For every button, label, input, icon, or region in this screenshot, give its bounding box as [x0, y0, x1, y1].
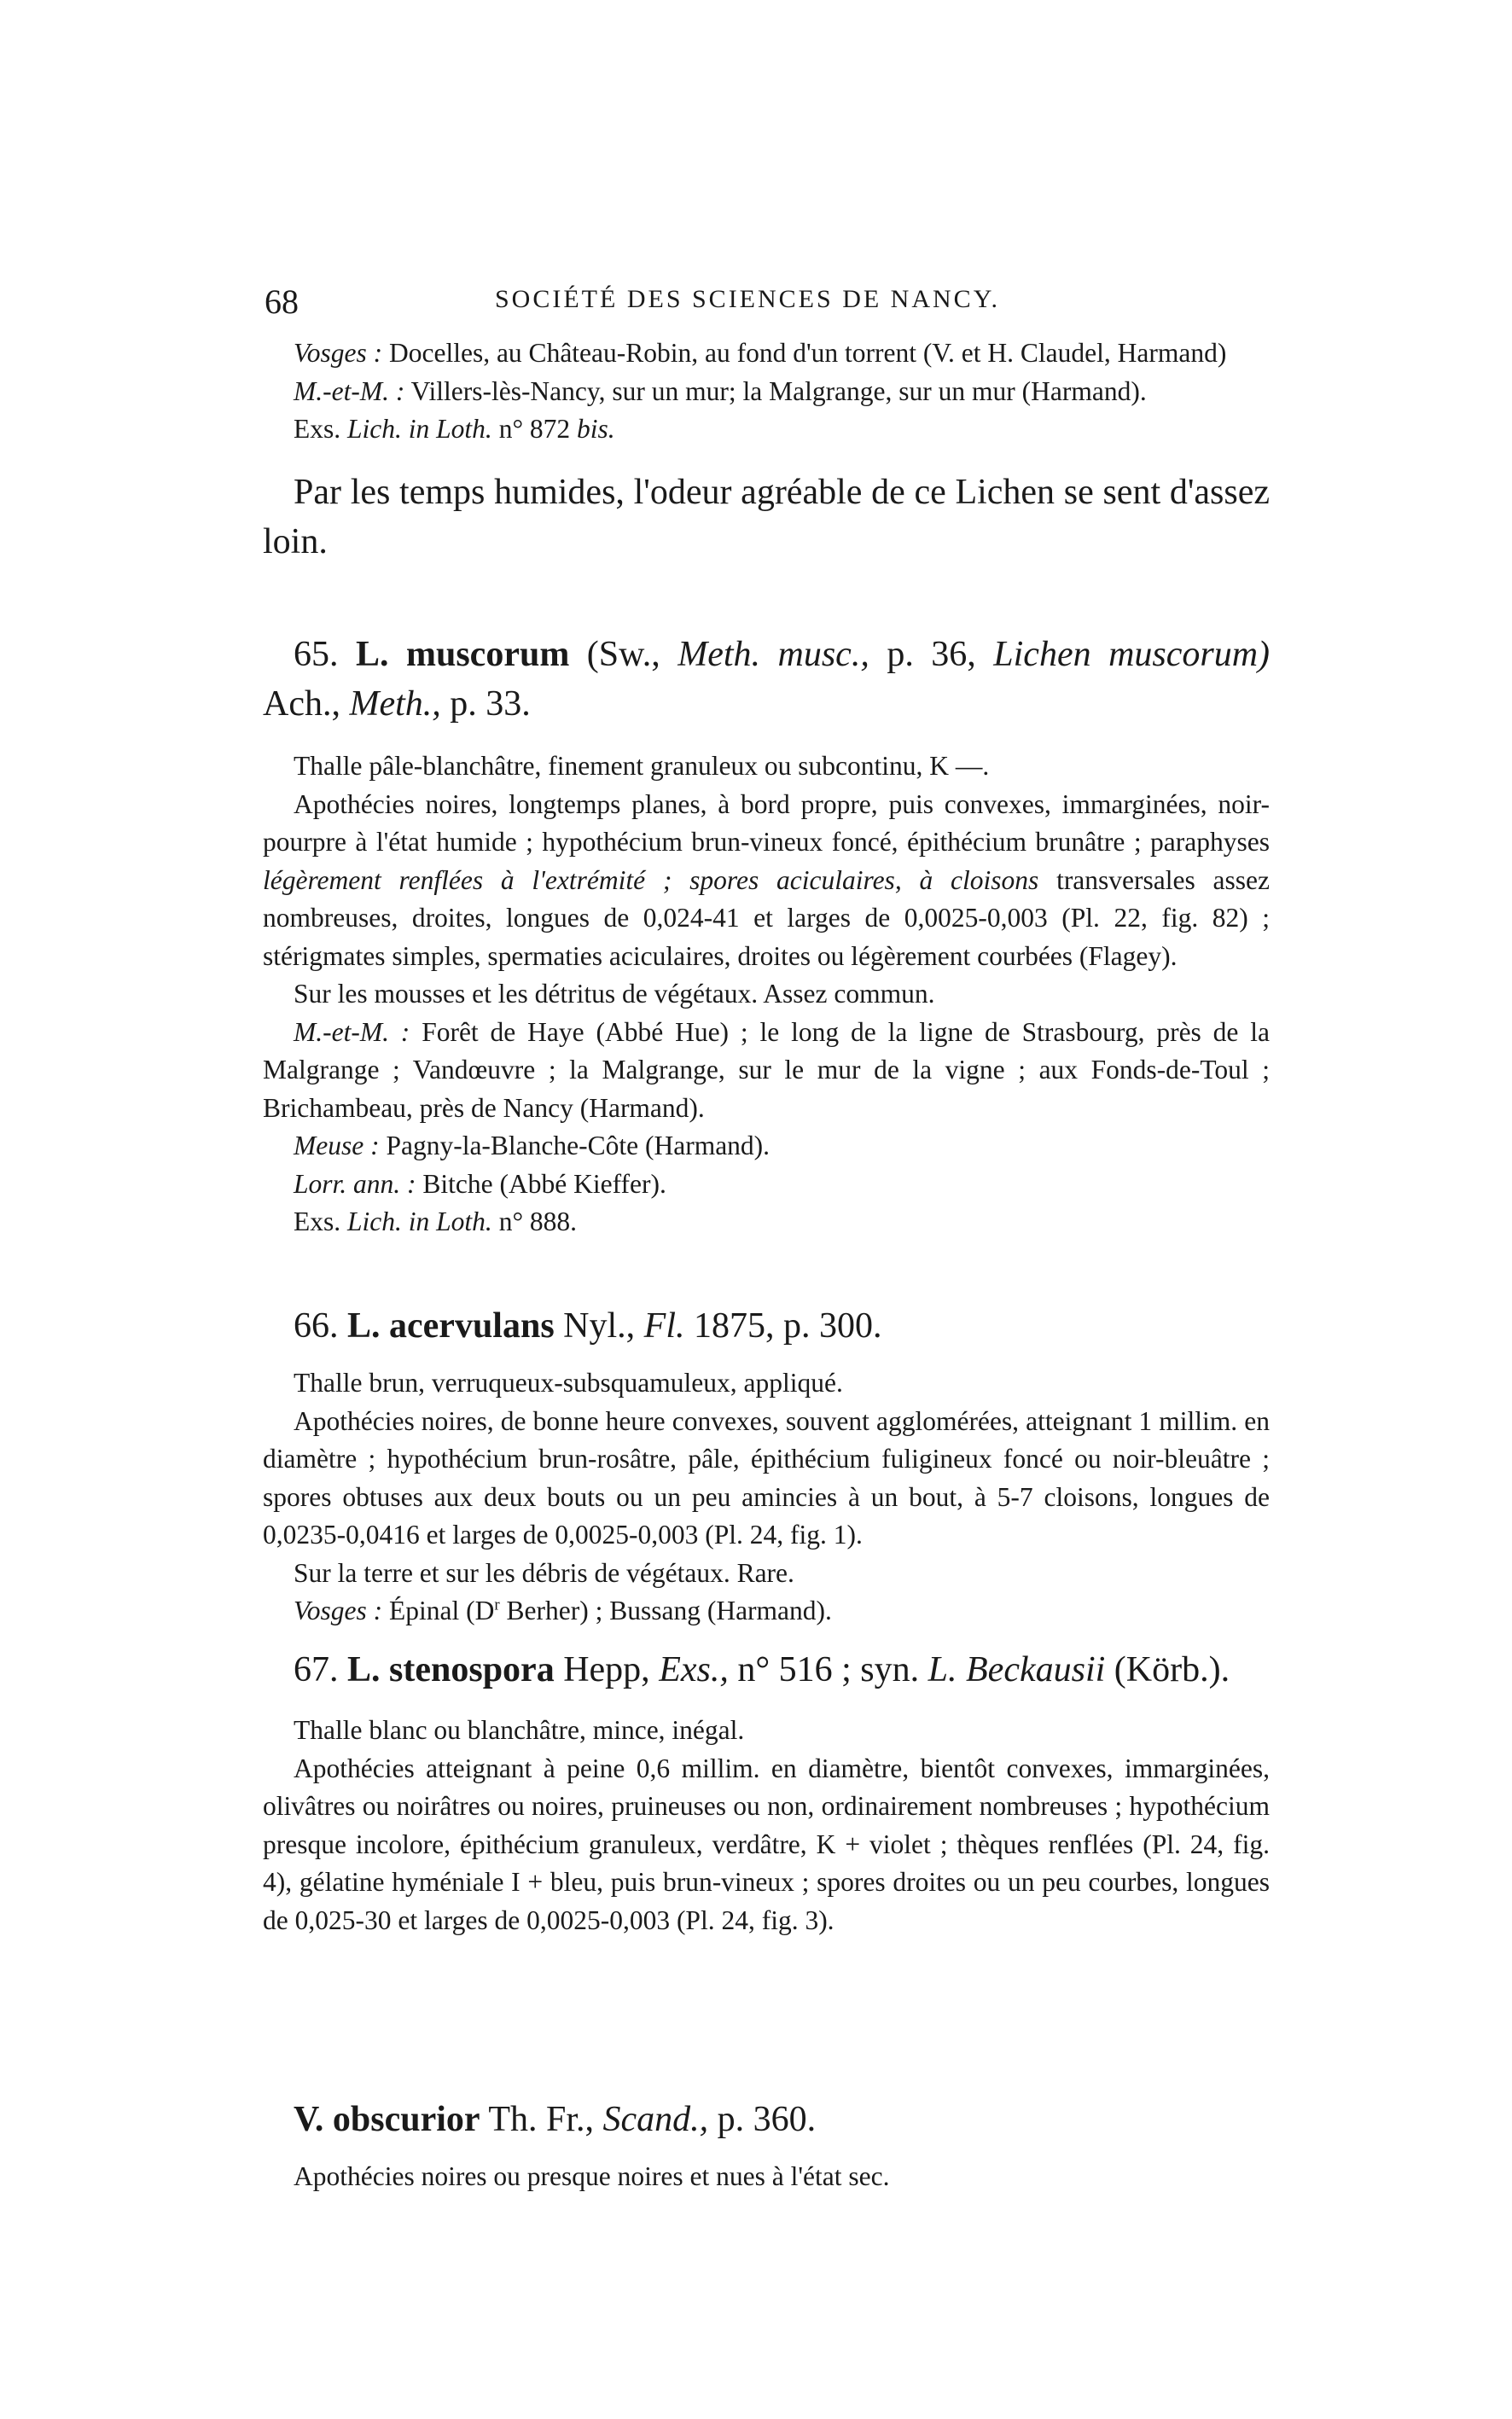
species-65-block: [263, 630, 1270, 1241]
species-66-apothecia: Apothécies noires, de bonne heure convexes, souvent agglomérées, atteignant 1 millim. en diamètre ; hypothécium brun-rosâtre, pâle, épithécium fuligineux foncé ou noir-bleuâtre ; spores obtuses aux deux bouts ou un peu amincies à un bout, à 5-7 cloisons, longues de 0,0235-0,0416 et larges de 0,0025-0,003 (Pl. 24, fig. 1).: [263, 1405, 1270, 1550]
species-66-habitat: Sur la terre et sur les débris de végétaux. Rare.: [294, 1557, 794, 1588]
species-67-heading: 67. L. stenospora Hepp, Exs., n° 516 ; syn. L. Beckausii (Körb.).: [294, 1650, 1230, 1689]
species-65-heading: 65. L. muscorum (Sw., Meth. musc., p. 36, Lichen muscorum) Ach., Meth., p. 33.: [263, 635, 1271, 724]
exsiccata-ref: Exs. Lich. in Loth. n° 872 bis.: [294, 414, 615, 444]
species-65-locality-meuse: Meuse : Pagny-la-Blanche-Côte (Harmand).: [294, 1131, 771, 1160]
page-number: 68: [265, 282, 299, 321]
species-66-locality-vosges: Vosges : Épinal ($D^r$ Berher) ; Bussang (Harmand).: [294, 1596, 832, 1625]
locality-meurthe-et-moselle: M.-et-M. : Villers-lès-Nancy, sur un mur; la Malgrange, sur un mur (Harmand).: [294, 375, 1147, 406]
species-65-habitat: Sur les mousses et les détritus de végétaux. Assez commun.: [294, 979, 935, 1009]
locality-vosges: Vosges : Docelles, au Château-Robin, au fond d'un torrent (V. et H. Claudel, Harmand): [294, 338, 1227, 368]
species-65-thalle: Thalle pâle-blanchâtre, finement granuleux ou subcontinu, K —.: [294, 751, 990, 781]
species-65-locality-lorraine: Lorr. ann. : Bitche (Abbé Kieffer).: [294, 1168, 666, 1199]
species-67-block: [263, 1645, 1270, 1939]
species-66-heading: 66. L. acervulans Nyl., Fl. 1875, p. 300.: [294, 1306, 882, 1346]
species-66-thalle: Thalle brun, verruqueux-subsquamuleux, appliqué.: [294, 1368, 843, 1398]
variety-obscurior-block: [263, 2095, 1270, 2196]
species-67-thalle: Thalle blanc ou blanchâtre, mince, inégal.: [294, 1715, 745, 1745]
species-65-exsiccata: Exs. Lich. in Loth. n° 888.: [294, 1207, 578, 1236]
odour-note: Par les temps humides, l'odeur agréable de ce Lichen se sent d'assez loin.: [263, 472, 1270, 561]
intro-block: [263, 334, 1270, 567]
species-66-block: [263, 1301, 1270, 1631]
species-65-locality-mm: M.-et-M. : Forêt de Haye (Abbé Hue) ; le long de la ligne de Strasbourg, près de la Malgrange ; Vandœuvre ; la Malgrange, sur le mur de la vigne ; aux Fonds-de-Toul ; Brichambeau, près de Nancy (Harmand).: [263, 1016, 1271, 1123]
page-header: [265, 282, 1271, 324]
running-title: SOCIÉTÉ DES SCIENCES DE NANCY.: [495, 285, 1000, 313]
species-67-apothecia: Apothécies atteignant à peine 0,6 millim. en diamètre, bientôt convexes, immarginées, olivâtres ou noirâtres ou noires, pruineuses ou non, ordinairement nombreuses ; hypothécium presque incolore, épithécium granuleux, verdâtre, K + violet ; thèques renflées (Pl. 24, fig. 4), gélatine hyméniale I + bleu, puis brun-vineux ; spores droites ou un peu courbes, longues de 0,025-30 et larges de 0,0025-0,003 (Pl. 24, fig. 3).: [263, 1753, 1270, 1935]
variety-description: Apothécies noires ou presque noires et nues à l'état sec.: [294, 2161, 890, 2191]
variety-heading: V. obscurior Th. Fr., Scand., p. 360.: [294, 2100, 817, 2139]
species-65-apothecia: Apothécies noires, longtemps planes, à bord propre, puis convexes, immarginées, noir-pourpre à l'état humide ; hypothécium brun-vineux foncé, épithécium brunâtre ; paraphyses légèrement renflées à l'extrémité ; spores aciculaires, à cloisons transversales assez nombreuses, droites, longues de 0,024-41 et larges de 0,0025-0,003 (Pl. 22, fig. 82) ; stérigmates simples, spermaties aciculaires, droites ou légèrement courbées (Flagey).: [263, 788, 1270, 971]
